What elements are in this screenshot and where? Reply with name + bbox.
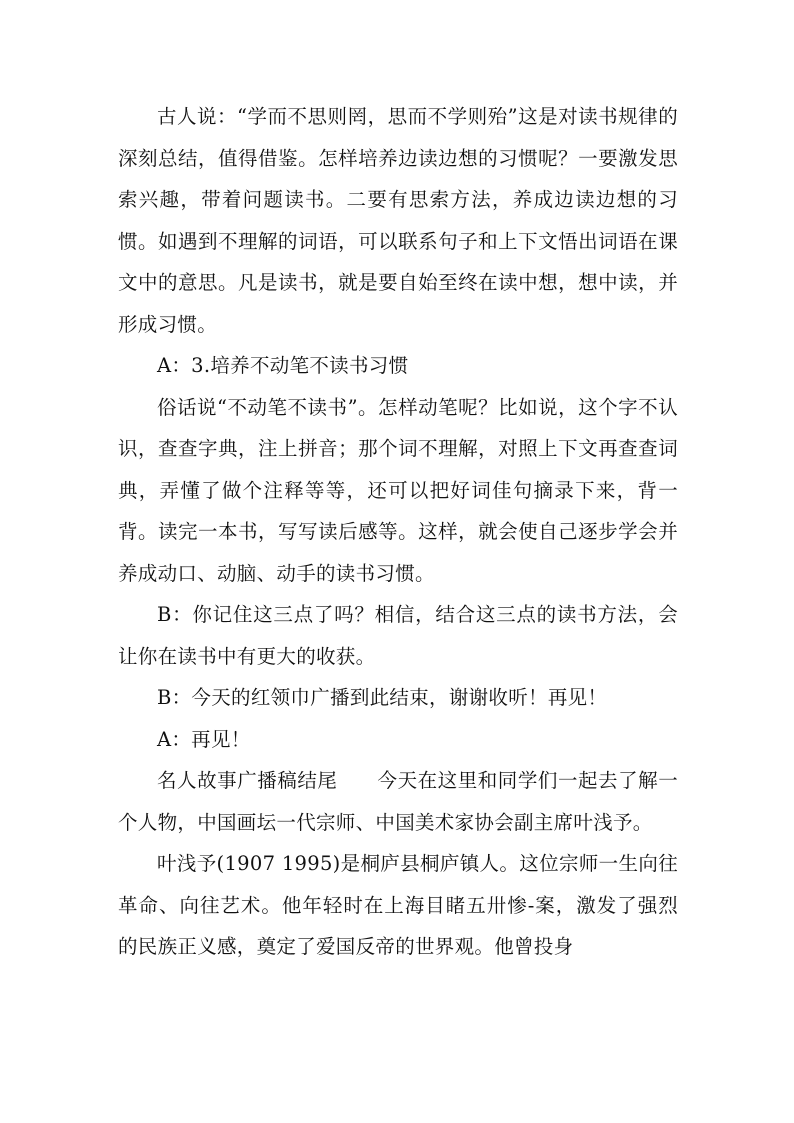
paragraph-biography: 叶浅予(1907 1995)是桐庐县桐庐镇人。这位宗师一生向往革命、向往艺术。他年轻时在上海目睹五卅惨-案，激发了强烈的民族正义感，奠定了爱国反帝的世界观。他曾投身 <box>118 852 678 958</box>
paragraph-closing: B：今天的红领巾广播到此结束，谢谢收听！再见！ <box>157 686 608 709</box>
paragraph-goodbye: A：再见！ <box>157 727 251 751</box>
paragraph-heading-note-taking: A：3.培养不动笔不读书习惯 <box>157 354 409 377</box>
paragraph-summary: B：你记住这三点了吗？相信，结合这三点的读书方法，会让你在读书中有更大的收获。 <box>118 603 678 668</box>
paragraph-story-intro: 名人故事广播稿结尾 今天在这里和同学们一起去了解一个人物，中国画坛一代宗师、中国美术家协会副主席叶浅予。 <box>118 769 678 834</box>
paragraph-reading-thinking: 古人说：“学而不思则罔，思而不学则殆”这是对读书规律的深刻总结，值得借鉴。怎样培养边读边想的习惯呢？一要激发思索兴趣，带着问题读书。二要有思索方法，养成边读边想的习惯。如遇到不理解的词语，可以联系句子和上下文悟出词语在课文中的意思。凡是读书，就是要自始至终在读中想，想中读，并形成习惯。 <box>118 105 678 336</box>
paragraph-note-taking: 俗话说“不动笔不读书”。怎样动笔呢？比如说，这个字不认识，查查字典，注上拼音；那个词不理解，对照上下文再查查词典，弄懂了做个注释等等，还可以把好词佳句摘录下来，背一背。读完一本书，写写读后感等。这样，就会使自己逐步学会并养成动口、动脑、动手的读书习惯。 <box>118 395 678 585</box>
document-body <box>118 96 678 968</box>
